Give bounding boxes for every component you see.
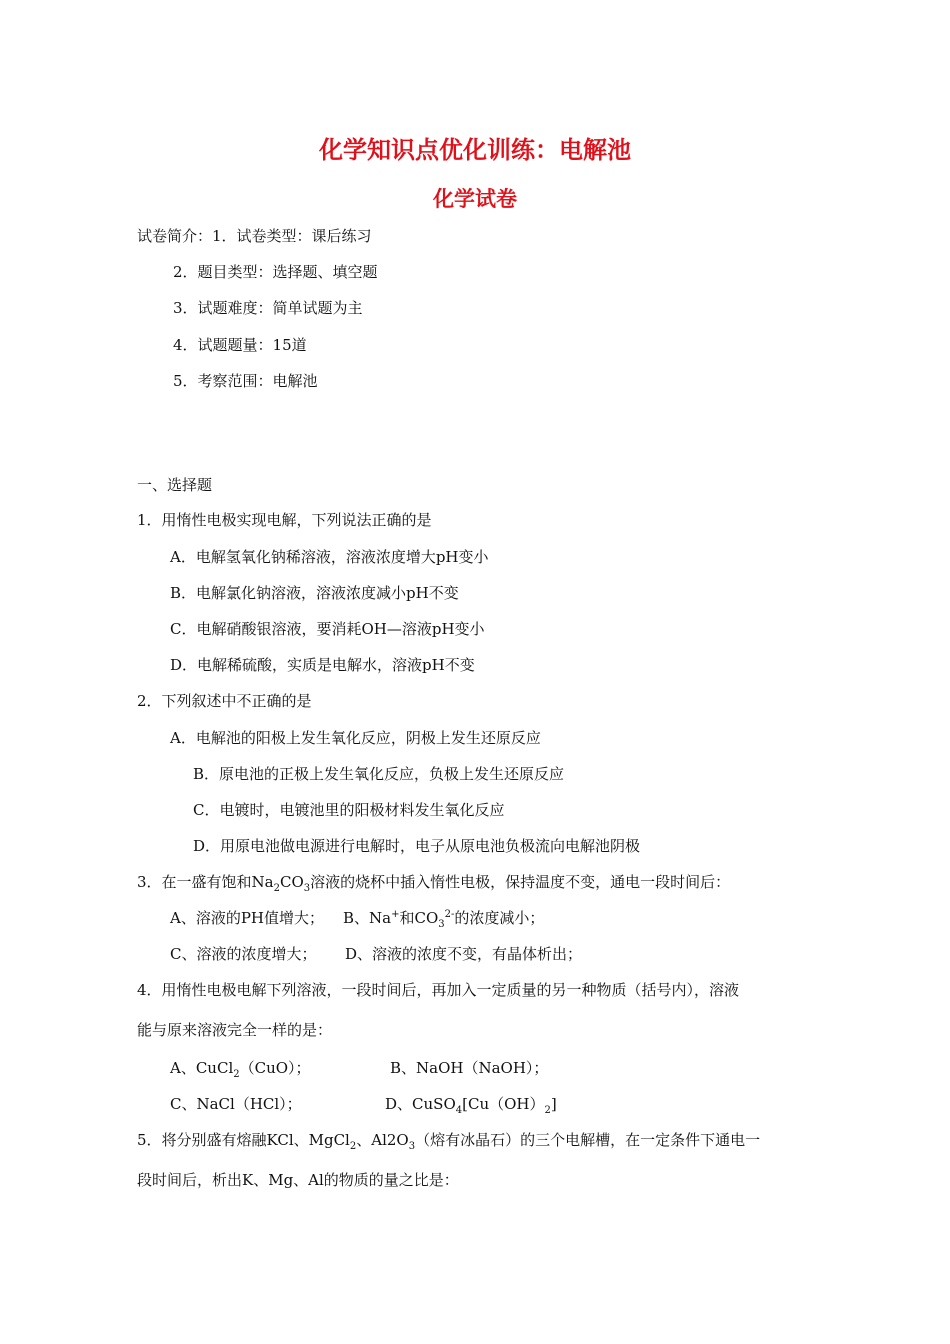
page-subtitle: 化学试卷 [433, 187, 517, 211]
q3-stem-subscript: 3 [303, 883, 311, 894]
q3-stem [137, 872, 730, 892]
q2-option-d: D．用原电池做电源进行电解时，电子从原电池负极流向电解池阴极 [193, 837, 641, 855]
q3-stem-text: 3．在一盛有饱和Na [137, 873, 274, 891]
section-heading: 一、选择题 [137, 476, 213, 494]
q3-stem-text: 溶液的烧杯中插入惰性电极，保持温度不变，通电一段时间后： [310, 873, 731, 891]
q4-d-subscript: 2 [544, 1105, 551, 1116]
q4-option-b: B、NaOH（NaOH）； [390, 1059, 549, 1077]
q5-stem-subscript: 3 [408, 1141, 416, 1152]
q2-option-a: A．电解池的阳极上发生氧化反应，阴极上发生还原反应 [170, 729, 541, 747]
q3-b-superscript: 2- [444, 909, 455, 920]
q4-a-text: （CuO）； [239, 1059, 311, 1077]
q3-option-d: D、溶液的浓度不变，有晶体析出； [345, 945, 583, 963]
q3-stem-text: CO [280, 873, 304, 891]
q4-d-text: D、CuSO [385, 1095, 456, 1113]
q1-option-a: A．电解氢氧化钠稀溶液，溶液浓度增大pH变小 [170, 548, 489, 566]
q2-option-c: C．电镀时，电镀池里的阳极材料发生氧化反应 [193, 801, 505, 819]
q3-b-superscript: + [391, 909, 400, 920]
q4-option-d [385, 1094, 557, 1114]
q3-b-text: 和CO [399, 909, 439, 927]
q5-stem-line-2: 段时间后，析出K、Mg、Al的物质的量之比是： [137, 1171, 459, 1189]
q4-d-text: [Cu（OH） [462, 1095, 545, 1113]
intro-line-3: 3．试题难度：简单试题为主 [173, 299, 363, 317]
q4-stem-line-2: 能与原来溶液完全一样的是： [137, 1021, 333, 1039]
q5-stem-text: 5．将分别盛有熔融KCl、MgCl [137, 1131, 350, 1149]
q3-stem-subscript: 2 [273, 883, 280, 894]
q1-option-d: D．电解稀硫酸，实质是电解水，溶液pH不变 [170, 656, 475, 674]
q3-b-text: 的浓度减小； [454, 909, 545, 927]
q3-option-a: A、溶液的PH值增大； [170, 909, 325, 927]
q4-option-c: C、NaCl（HCl）； [170, 1095, 302, 1113]
q4-stem-line-1: 4．用惰性电极电解下列溶液，一段时间后，再加入一定质量的另一种物质（括号内），溶液 [137, 981, 740, 999]
q1-option-c: C．电解硝酸银溶液，要消耗OH—溶液pH变小 [170, 620, 485, 638]
q1-option-b: B．电解氯化钠溶液，溶液浓度减小pH不变 [170, 584, 459, 602]
q3-b-text: B、Na [343, 909, 392, 927]
q5-stem-text: 、Al2O [356, 1131, 409, 1149]
q5-stem-text: （熔有冰晶石）的三个电解槽，在一定条件下通电一 [415, 1131, 761, 1149]
q3-b-subscript: 3 [438, 919, 445, 930]
q4-d-text: ] [550, 1095, 557, 1113]
page-title: 化学知识点优化训练：电解池 [319, 136, 631, 164]
intro-line-1: 试卷简介：1．试卷类型：课后练习 [137, 227, 372, 245]
intro-line-4: 4．试题题量：15道 [173, 336, 307, 354]
q4-a-text: A、CuCl [170, 1059, 234, 1077]
q2-option-b: B．原电池的正极上发生氧化反应，负极上发生还原反应 [193, 765, 565, 783]
q5-stem-line-1 [137, 1130, 760, 1150]
q3-option-b [343, 908, 544, 928]
q4-a-subscript: 2 [233, 1069, 240, 1080]
q3-option-c: C、溶液的浓度增大； [170, 945, 317, 963]
q4-d-subscript: 4 [455, 1105, 463, 1116]
intro-line-2: 2．题目类型：选择题、填空题 [173, 263, 378, 281]
q4-option-a [170, 1058, 311, 1078]
q2-stem: 2．下列叙述中不正确的是 [137, 692, 312, 710]
intro-line-5: 5．考察范围：电解池 [173, 372, 318, 390]
q1-stem: 1．用惰性电极实现电解，下列说法正确的是 [137, 511, 432, 529]
q5-stem-subscript: 2 [349, 1141, 357, 1152]
